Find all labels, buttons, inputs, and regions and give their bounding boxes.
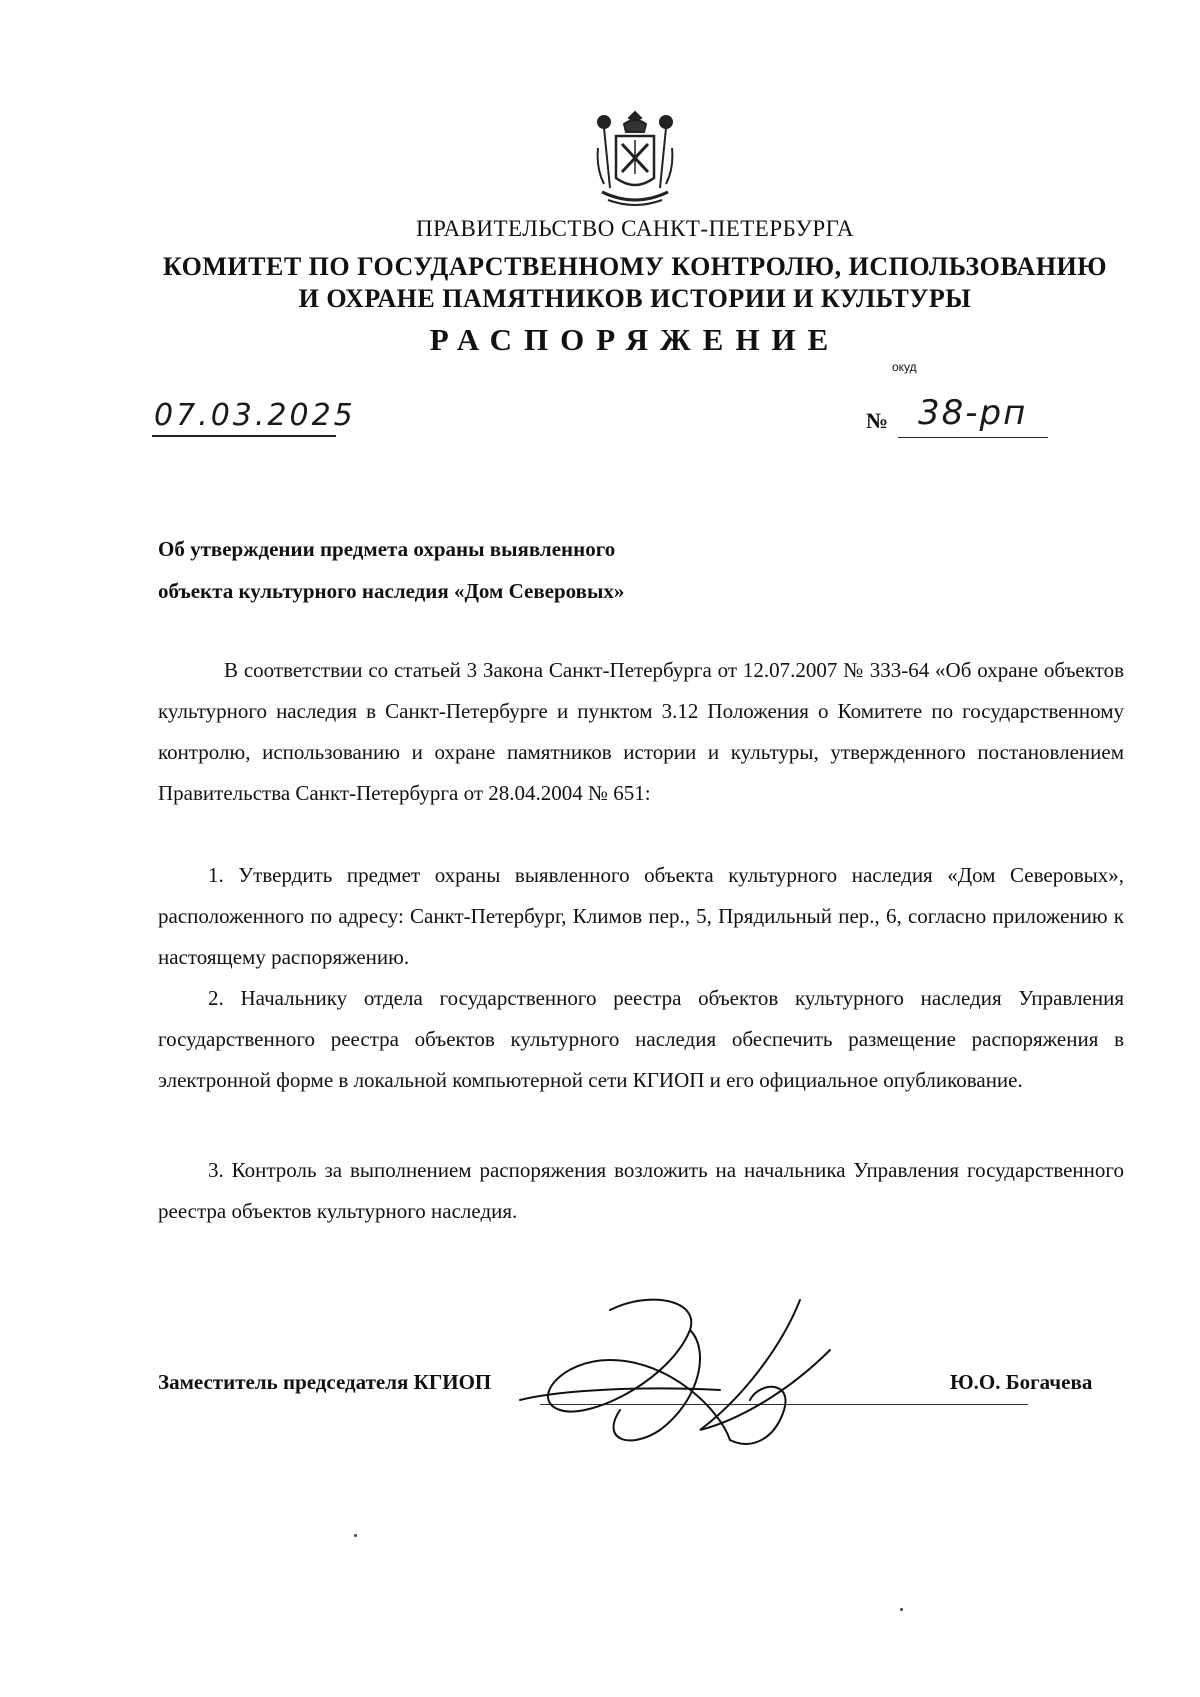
scan-speck	[900, 1608, 903, 1611]
number-sign: №	[866, 408, 889, 433]
coat-of-arms-emblem	[594, 108, 676, 216]
order-number: 38-рп	[918, 393, 1028, 433]
signer-name: Ю.О. Богачева	[950, 1370, 1093, 1394]
order-item-1: 1. Утвердить предмет охраны выявленного объекта культурного наследия «Дом Северовых», расположенного по адресу: Санкт-Петербург, Климов пер., 5, Прядильный пер., 6, согласно приложению к настоящему распоряжению.	[158, 863, 1124, 969]
order-item-3: 3. Контроль за выполнением распоряжения возложить на начальника Управления государственного реестра объектов культурного наследия.	[158, 1158, 1124, 1223]
okud-label: окуд	[892, 360, 917, 374]
signer-title: Заместитель председателя КГИОП	[158, 1370, 492, 1394]
order-subject	[158, 528, 858, 612]
preamble-paragraph: В соответствии со статьей 3 Закона Санкт-Петербурга от 12.07.2007 № 333-64 «Об охране объектов культурного наследия в Санкт-Петербурге и пунктом 3.12 Положения о Комитете по государственному контролю, использованию и охране памятников истории и культуры, утвержденного постановлением Правительства Санкт-Петербурга от 28.04.2004 № 651:	[158, 658, 1124, 805]
order-item-2: 2. Начальнику отдела государственного реестра объектов культурного наследия Управления государственного реестра объектов культурного наследия обеспечить размещение распоряжения в электронной форме в локальной компьютерной сети КГИОП и его официальное опубликование.	[158, 986, 1124, 1092]
subject-line-1: Об утверждении предмета охраны выявленного	[158, 537, 616, 561]
number-underline	[898, 437, 1048, 438]
handwritten-signature	[500, 1290, 920, 1470]
subject-line-2: объекта культурного наследия «Дом Северовых»	[158, 579, 625, 603]
committee-name-line1: КОМИТЕТ ПО ГОСУДАРСТВЕННОМУ КОНТРОЛЮ, ИСПОЛЬЗОВАНИЮ	[162, 252, 1108, 281]
government-name: ПРАВИТЕЛЬСТВО САНКТ-ПЕТЕРБУРГА	[415, 216, 855, 241]
document-type-title: РАСПОРЯЖЕНИЕ	[429, 322, 841, 357]
date-underline	[152, 435, 336, 437]
scan-speck	[354, 1534, 357, 1537]
order-date: 07.03.2025	[154, 398, 356, 433]
committee-name-line2: И ОХРАНЕ ПАМЯТНИКОВ ИСТОРИИ И КУЛЬТУРЫ	[298, 284, 972, 313]
